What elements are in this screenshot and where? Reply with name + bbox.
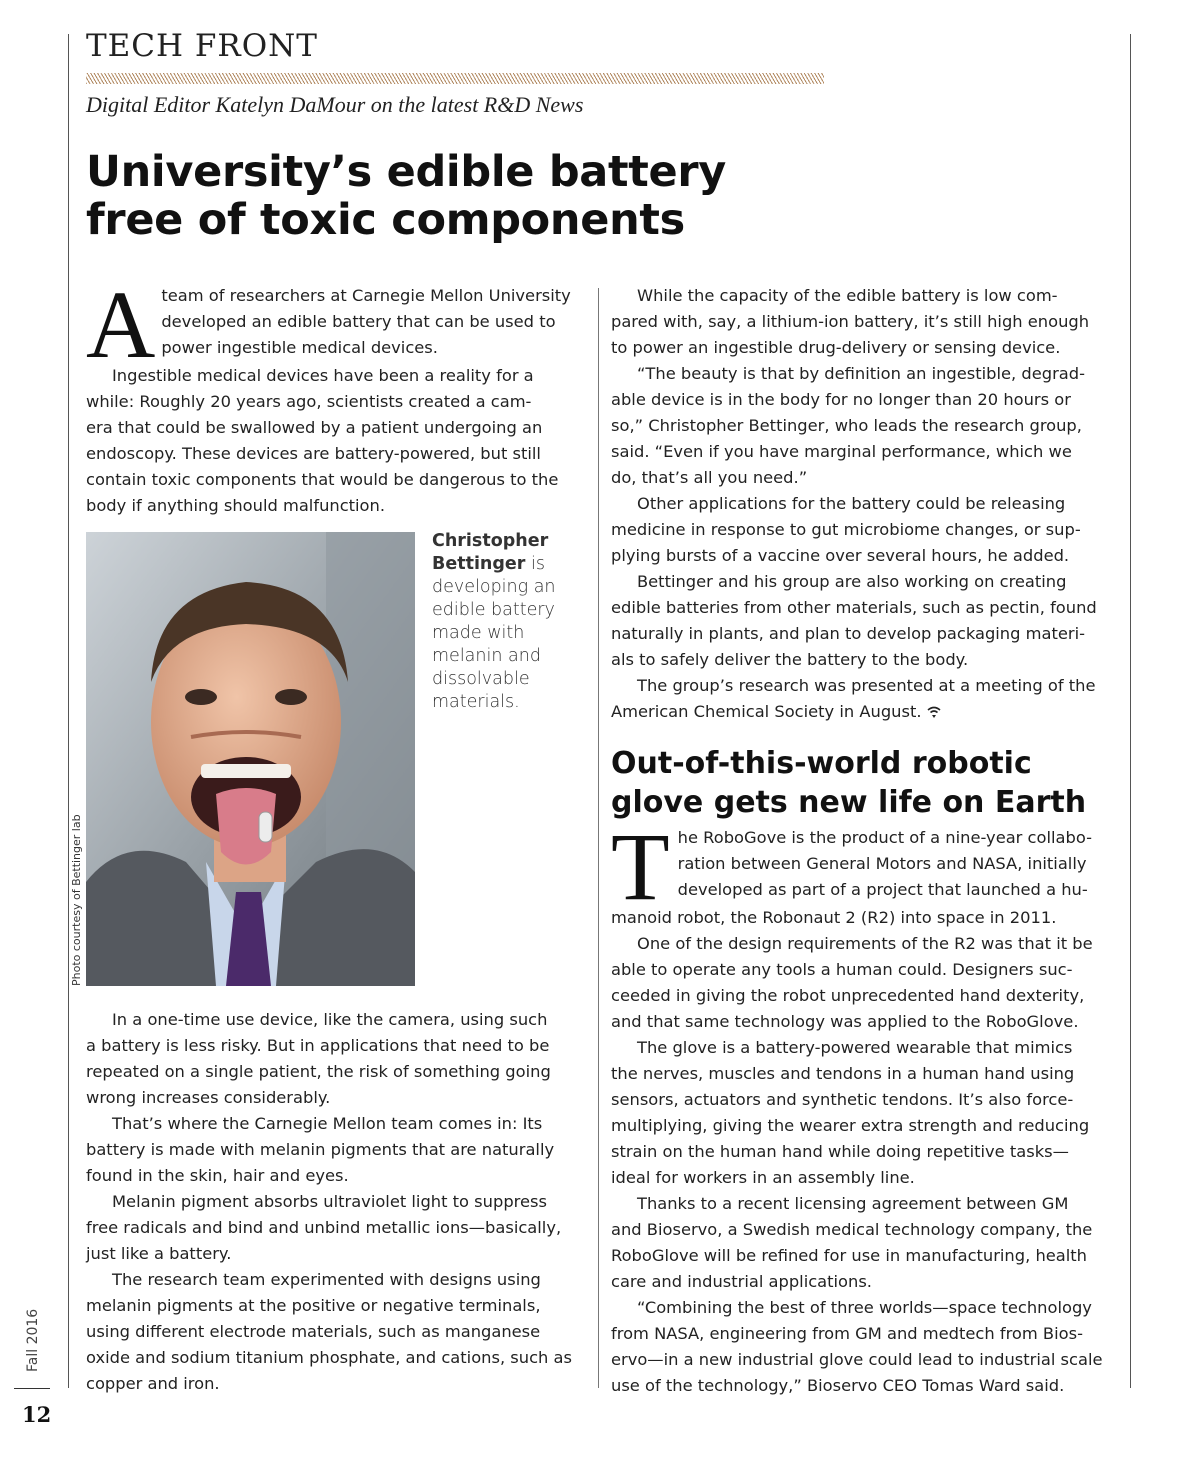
text-line: able to operate any tools a human could. Designers suc- <box>611 960 1073 979</box>
article2-paragraph-2 <box>611 931 1116 1035</box>
article1-paragraph-6 <box>86 1267 591 1397</box>
caption-line <box>432 553 556 576</box>
article1-paragraph-4 <box>86 1111 591 1189</box>
text-line: melanin pigments at the positive or negative terminals, <box>86 1296 541 1315</box>
text-line: team of researchers at Carnegie Mellon University <box>161 286 571 305</box>
text-line: The group’s research was presented at a meeting of the <box>637 676 1096 695</box>
text-line: Melanin pigment absorbs ultraviolet light to suppress <box>112 1192 547 1211</box>
text-line: while: Roughly 20 years ago, scientists created a cam- <box>86 392 532 411</box>
caption-line: materials. <box>432 692 520 712</box>
text-line: battery is made with melanin pigments that are naturally <box>86 1140 555 1159</box>
text-line: Ingestible medical devices have been a reality for a <box>112 366 534 385</box>
text-line: The research team experimented with designs using <box>112 1270 541 1289</box>
article1-paragraph-10 <box>611 569 1116 673</box>
text-line: to power an ingestible drug-delivery or sensing device. <box>611 338 1061 357</box>
text-line: developed an edible battery that can be used to <box>161 312 556 331</box>
article2-paragraph-4 <box>611 1191 1116 1295</box>
text-line: “Combining the best of three worlds—space technology <box>637 1298 1092 1317</box>
photo-credit: Photo courtesy of Bettinger lab <box>70 814 83 986</box>
text-line: endoscopy. These devices are battery-powered, but still <box>86 444 541 463</box>
article1-column-left-top <box>86 271 586 519</box>
text-line: care and industrial applications. <box>611 1272 872 1291</box>
text-line: pared with, say, a lithium-ion battery, it’s still high enough <box>611 312 1090 331</box>
text-line: developed as part of a project that launched a hu- <box>677 880 1088 899</box>
text-line: able device is in the body for no longer than 20 hours or <box>611 390 1071 409</box>
caption-line: made with <box>432 623 525 643</box>
text-line <box>611 699 1116 725</box>
text-line: ceeded in giving the robot unprecedented hand dexterity, <box>611 986 1085 1005</box>
headline-line: University’s edible battery <box>86 147 727 197</box>
caption-name <box>432 530 556 553</box>
article1-paragraph-11 <box>611 673 1116 725</box>
caption-is: is <box>525 554 545 574</box>
end-mark-icon <box>927 706 941 720</box>
byline: Digital Editor Katelyn DaMour on the latest R&D News <box>86 92 584 117</box>
text-line: found in the skin, hair and eyes. <box>86 1166 349 1185</box>
left-margin-line <box>68 34 69 1388</box>
decorative-rule <box>86 73 824 84</box>
text-line: era that could be swallowed by a patient undergoing an <box>86 418 543 437</box>
drop-cap: T <box>611 813 670 920</box>
text-line: a battery is less risky. But in applications that need to be <box>86 1036 550 1055</box>
caption-line: edible battery <box>432 600 555 620</box>
issue-season: Fall 2016 <box>25 1308 41 1372</box>
text-line: “The beauty is that by definition an ingestible, degrad- <box>637 364 1085 383</box>
article2-paragraph-3 <box>611 1035 1116 1191</box>
text-line: copper and iron. <box>86 1374 220 1393</box>
text-line: medicine in response to gut microbiome changes, or sup- <box>611 520 1081 539</box>
text-line: The glove is a battery-powered wearable that mimics <box>637 1038 1073 1057</box>
headline-line: Out-of-this-world robotic <box>611 746 1032 781</box>
text-line: wrong increases considerably. <box>86 1088 331 1107</box>
headline-line: free of toxic components <box>86 195 685 245</box>
text-line: free radicals and bind and unbind metallic ions—basically, <box>86 1218 562 1237</box>
caption-name-line: Bettinger <box>432 554 526 574</box>
text-line: manoid robot, the Robonaut 2 (R2) into space in 2011. <box>611 908 1057 927</box>
article1-paragraph-9 <box>611 491 1116 569</box>
text-line: strain on the human hand while doing repetitive tasks— <box>611 1142 1069 1161</box>
drop-cap: A <box>86 271 156 378</box>
text-line: While the capacity of the edible battery is low com- <box>637 286 1058 305</box>
article1-column-right <box>611 283 1116 725</box>
text-line: Bettinger and his group are also working on creating <box>637 572 1067 591</box>
text-line: That’s where the Carnegie Mellon team comes in: Its <box>112 1114 543 1133</box>
column-divider-line <box>598 288 599 1388</box>
text-line: edible batteries from other materials, such as pectin, found <box>611 598 1097 617</box>
caption-line: melanin and <box>432 646 541 666</box>
text-line: power ingestible medical devices. <box>161 338 438 357</box>
portrait-illustration <box>86 532 415 986</box>
article1-paragraph-5 <box>86 1189 591 1267</box>
text-line: said. “Even if you have marginal performance, which we <box>611 442 1072 461</box>
right-margin-line <box>1130 34 1131 1388</box>
text-line: In a one-time use device, like the camera, using such <box>112 1010 548 1029</box>
text-line: repeated on a single patient, the risk of something going <box>86 1062 551 1081</box>
article2-headline <box>611 744 1086 822</box>
article2-paragraph-5 <box>611 1295 1116 1399</box>
article1-headline <box>86 148 726 244</box>
text-line: naturally in plants, and plan to develop packaging materi- <box>611 624 1085 643</box>
text-line: do, that’s all you need.” <box>611 468 808 487</box>
article1-paragraph-2 <box>86 363 586 519</box>
section-title: TECH FRONT <box>86 28 318 64</box>
article1-paragraph-3 <box>86 1007 591 1111</box>
text-line: oxide and sodium titanium phosphate, and cations, such as <box>86 1348 573 1367</box>
bettinger-photo <box>86 532 415 986</box>
text-line: just like a battery. <box>86 1244 232 1263</box>
text-line: so,” Christopher Bettinger, who leads the research group, <box>611 416 1082 435</box>
text-line: ervo—in a new industrial glove could lead to industrial scale <box>611 1350 1103 1369</box>
article2-paragraph-1 <box>611 813 1116 931</box>
text-line: the nerves, muscles and tendons in a human hand using <box>611 1064 1075 1083</box>
article1-paragraph-7 <box>611 283 1116 361</box>
text-line: als to safely deliver the battery to the body. <box>611 650 969 669</box>
text-line: Other applications for the battery could be releasing <box>637 494 1066 513</box>
article1-paragraph-8 <box>611 361 1116 491</box>
text-line: sensors, actuators and synthetic tendons. It’s also force- <box>611 1090 1074 1109</box>
text-line: plying bursts of a vaccine over several hours, he added. <box>611 546 1070 565</box>
text-line: RoboGlove will be refined for use in manufacturing, health <box>611 1246 1087 1265</box>
caption-name-line: Christopher <box>432 531 549 551</box>
text-line: contain toxic components that would be dangerous to the <box>86 470 559 489</box>
text-line: multiplying, giving the wearer extra strength and reducing <box>611 1116 1090 1135</box>
text-line: use of the technology,” Bioservo CEO Tomas Ward said. <box>611 1376 1065 1395</box>
text-line: ideal for workers in an assembly line. <box>611 1168 915 1187</box>
text-line-end: American Chemical Society in August. <box>611 702 922 721</box>
article2-column <box>611 813 1116 1399</box>
folio-rule <box>14 1388 50 1389</box>
text-line: using different electrode materials, such as manganese <box>86 1322 541 1341</box>
text-line: One of the design requirements of the R2 was that it be <box>637 934 1093 953</box>
headline-line: glove gets new life on Earth <box>611 785 1087 820</box>
text-line: ration between General Motors and NASA, initially <box>677 854 1087 873</box>
text-line: Thanks to a recent licensing agreement between GM <box>637 1194 1069 1213</box>
photo-caption <box>432 530 556 714</box>
text-line: and Bioservo, a Swedish medical technology company, the <box>611 1220 1093 1239</box>
text-line: he RoboGove is the product of a nine-year collabo- <box>677 828 1092 847</box>
text-line: body if anything should malfunction. <box>86 496 386 515</box>
text-line: from NASA, engineering from GM and medtech from Bios- <box>611 1324 1083 1343</box>
text-line: and that same technology was applied to the RoboGlove. <box>611 1012 1079 1031</box>
caption-line: developing an <box>432 577 556 597</box>
page-number: 12 <box>22 1402 52 1427</box>
article1-column-left-bottom <box>86 1007 591 1397</box>
caption-line: dissolvable <box>432 669 530 689</box>
